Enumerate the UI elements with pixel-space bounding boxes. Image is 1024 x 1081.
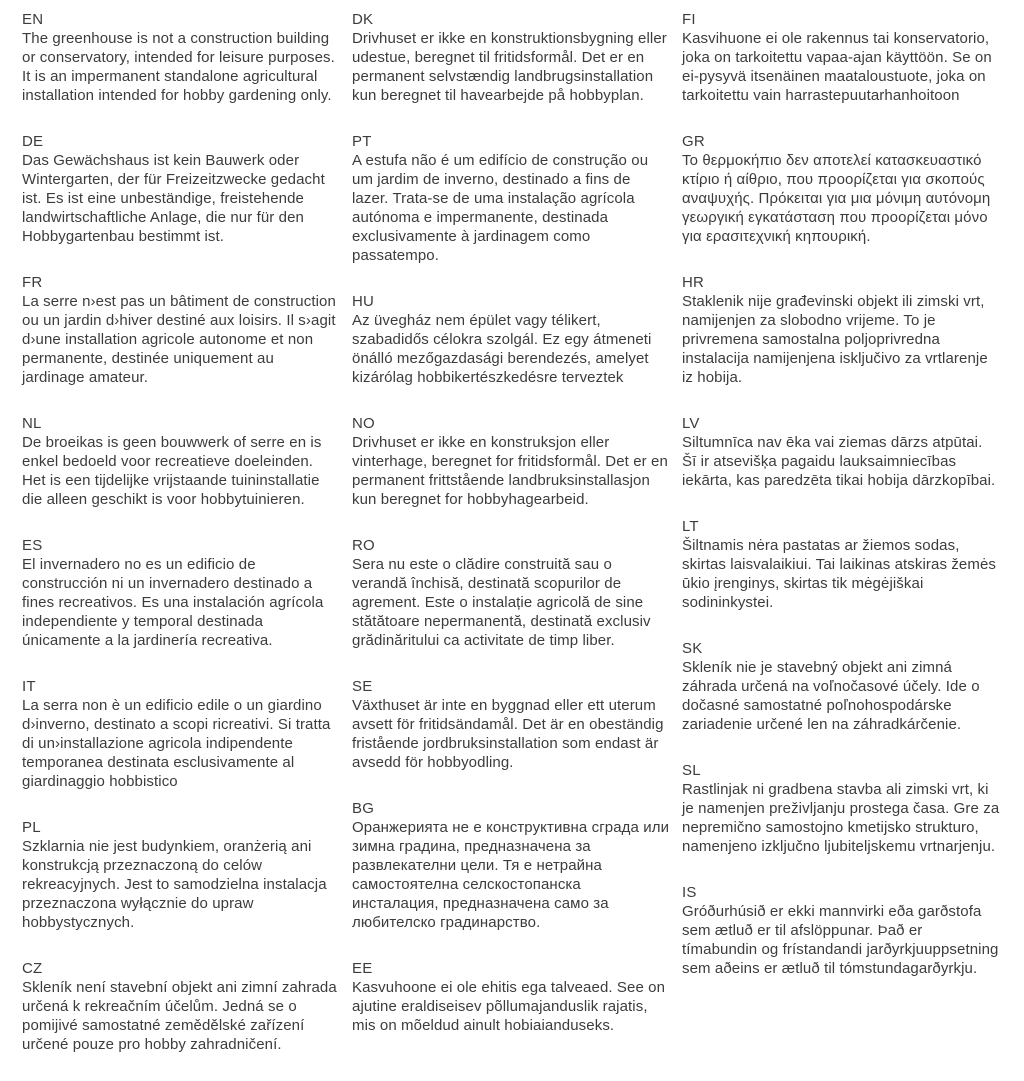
language-text: Skleník není stavební objekt ani zimní zahrada určená k rekreačním účelům. Jedná se o pomijivé samostatné zemědělské zařízení určené pouze pro hobby zahradničení. <box>22 979 337 1053</box>
language-text: Staklenik nije građevinski objekt ili zimski vrt, namijenjen za slobodno vrijeme. To je privremena samostalna poljoprivredna instalacija namijenjena isključivo za vrtlarenje iz hobija. <box>682 293 988 386</box>
language-code: PL <box>22 819 41 836</box>
language-code: EN <box>22 11 44 28</box>
language-code: EE <box>352 960 373 977</box>
language-text: Sera nu este o clădire construită sau o verandă închisă, destinată scopurilor de agrement. Este o instalație agricolă de sine stătătoare nepermanentă, destinată exclusiv grădinăritului ca activitate de timp liber. <box>352 556 651 649</box>
language-code: ES <box>22 537 43 554</box>
language-text: La serra non è un edificio edile o un giardino d›inverno, destinato a scopi ricreativi. Si tratta di un›installazione agricola indipendente temporanea destinata esclusivamente al giardinaggio hobbistico <box>22 697 331 790</box>
language-block-lv <box>682 414 1000 490</box>
language-text: A estufa não é um edifício de construção ou um jardim de inverno, destinado a fins de lazer. Trata-se de uma instalação agrícola autónoma e impermanente, destinada exclusivamente à jardinagem como passatempo. <box>352 152 649 264</box>
language-text: La serre n›est pas un bâtiment de construction ou un jardin d›hiver destiné aux loisirs. Il s›agit d›une installation agricole autonome et non permanente, destinée uniquement au jardinage amateur. <box>22 293 336 386</box>
language-block-it <box>22 677 340 791</box>
language-block-ro <box>352 536 670 650</box>
language-block-lt <box>682 517 1000 612</box>
language-code: GR <box>682 133 705 150</box>
language-text: Skleník nie je stavebný objekt ani zimná záhrada určená na voľnočasové účely. Ide o dočasné samostatné poľnohospodárske zariadenie určené len na záhradkárčenie. <box>682 659 980 733</box>
language-code: LT <box>682 518 699 535</box>
language-code: IS <box>682 884 697 901</box>
language-block-fi <box>682 10 1000 105</box>
language-block-de <box>22 132 340 246</box>
language-text: Drivhuset er ikke en konstruktionsbygning eller udestue, beregnet til fritidsformål. Det er en permanent selvstændig landbrugsinstallation kun beregnet til havearbejde på hobbyplan. <box>352 30 667 104</box>
language-block-gr <box>682 132 1000 246</box>
language-code: IT <box>22 678 36 695</box>
language-code: HU <box>352 293 375 310</box>
language-block-fr <box>22 273 340 387</box>
column-3 <box>682 10 1000 1081</box>
language-code: SL <box>682 762 701 779</box>
language-block-bg <box>352 799 670 932</box>
language-text: Το θερμοκήπιο δεν αποτελεί κατασκευαστικό κτίριο ή αίθριο, που προορίζεται για σκοπούς αναψυχής. Πρόκειται για μια μόνιμη αυτόνομη γεωργική εγκατάσταση που προορίζεται μόνο για ερασιτεχνική κηπουρική. <box>682 152 991 245</box>
language-text: Szklarnia nie jest budynkiem, oranżerią ani konstrukcją przeznaczoną do celów rekreacyjnych. Jest to samodzielna instalacja przeznaczona wyłącznie do upraw hobbystycznych. <box>22 838 327 931</box>
language-text: Siltumnīca nav ēka vai ziemas dārzs atpūtai. Šī ir atsevišķa pagaidu lauksaimniecības iekārta, kas paredzēta tikai hobija dārzkopībai. <box>682 434 996 489</box>
column-1 <box>22 10 340 1081</box>
language-code: DE <box>22 133 44 150</box>
language-code: BG <box>352 800 375 817</box>
language-text: Kasvihuone ei ole rakennus tai konservatorio, joka on tarkoitettu vapaa-ajan käyttöön. Se on ei-pysyvä itsenäinen maataloustuote, joka on tarkoitettu vain harrastepuutarhanhoitoon <box>682 30 992 104</box>
language-code: CZ <box>22 960 43 977</box>
language-code: SK <box>682 640 703 657</box>
language-block-no <box>352 414 670 509</box>
column-2 <box>352 10 670 1081</box>
language-text: Rastlinjak ni gradbena stavba ali zimski vrt, ki je namenjen preživljanju prostega časa. Gre za nepremično samostojno kmetijsko strukturo, namenjeno izključno ljubiteljskemu vrtnarjenju. <box>682 781 1000 855</box>
language-code: DK <box>352 11 374 28</box>
language-block-sl <box>682 761 1000 856</box>
language-block-dk <box>352 10 670 105</box>
language-text: Das Gewächshaus ist kein Bauwerk oder Wintergarten, der für Freizeitzwecke gedacht ist. Es ist eine unbeständige, freistehende landwirtschaftliche Anlage, die nur für den Hobbygartenbau bestimmt ist. <box>22 152 325 245</box>
language-text: Оранжерията не е конструктивна сграда или зимна градина, предназначена за развлекателни цели. Тя е нетрайна самостоятелна селскостопанска инсталация, предназначена само за любителско градинарство. <box>352 819 670 931</box>
language-block-en <box>22 10 340 105</box>
language-code: LV <box>682 415 700 432</box>
language-block-cz <box>22 959 340 1054</box>
language-block-is <box>682 883 1000 978</box>
language-text: El invernadero no es un edificio de construcción ni un invernadero destinado a fines recreativos. Es una instalación agrícola independiente y temporal destinada únicamente a la jardinería recreativa. <box>22 556 324 649</box>
language-code: FR <box>22 274 43 291</box>
language-code: RO <box>352 537 375 554</box>
language-block-hu <box>352 292 670 387</box>
language-text: De broeikas is geen bouwwerk of serre en is enkel bedoeld voor recreatieve doeleinden. Het is een tijdelijke vrijstaande tuininstallatie die alleen geschikt is voor hobbytuinieren. <box>22 434 322 508</box>
language-block-pt <box>352 132 670 265</box>
language-text: Gróðurhúsið er ekki mannvirki eða garðstofa sem ætluð er til afslöppunar. Það er tímabundin og frístandandi jarðyrkjuuppsetning sem aðeins er ætluð til tómstundagarðyrkju. <box>682 903 999 977</box>
language-block-sk <box>682 639 1000 734</box>
language-text: Az üvegház nem épület vagy télikert, szabadidős célokra szolgál. Ez egy átmeneti önálló mezőgazdasági berendezés, amelyet kizárólag hobbikertészkedésre terveztek <box>352 312 652 386</box>
language-text: The greenhouse is not a construction building or conservatory, intended for leisure purposes. It is an impermanent standalone agricultural installation intended for hobby gardening only. <box>22 30 335 104</box>
language-code: NO <box>352 415 375 432</box>
language-text: Drivhuset er ikke en konstruksjon eller vinterhage, beregnet for fritidsformål. Det er en permanent frittstående landbruksinstallasjon kun beregnet for hobbyhagearbeid. <box>352 434 668 508</box>
language-text: Kasvuhoone ei ole ehitis ega talveaed. See on ajutine eraldiseisev põllumajanduslik rajatis, mis on mõeldud ainult hobiaianduseks. <box>352 979 666 1034</box>
language-block-hr <box>682 273 1000 387</box>
language-code: FI <box>682 11 696 28</box>
language-code: HR <box>682 274 705 291</box>
language-code: SE <box>352 678 373 695</box>
language-text: Šiltnamis nėra pastatas ar žiemos sodas, skirtas laisvalaikiui. Tai laikinas atskiras žemės ūkio įrenginys, skirtas tik mėgėjiškai sodininkystei. <box>682 537 996 611</box>
language-block-se <box>352 677 670 772</box>
language-code: NL <box>22 415 42 432</box>
language-text: Växthuset är inte en byggnad eller ett uterum avsett för fritidsändamål. Det är en obeständig fristående jordbruksinstallation som endast är avsedd för hobbyodling. <box>352 697 664 771</box>
language-block-nl <box>22 414 340 509</box>
language-block-es <box>22 536 340 650</box>
language-code: PT <box>352 133 372 150</box>
language-block-pl <box>22 818 340 932</box>
